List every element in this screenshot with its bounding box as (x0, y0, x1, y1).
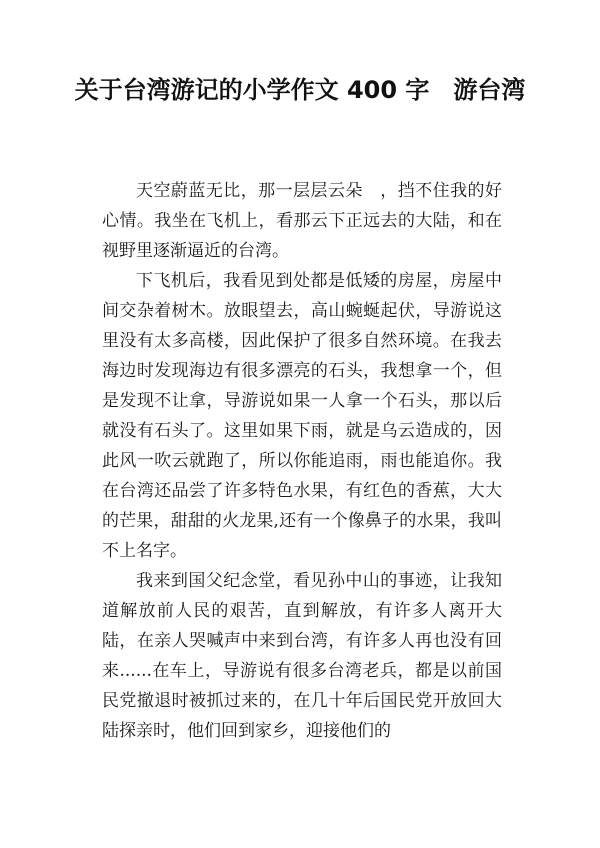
document-body (102, 176, 502, 746)
document-title: 关于台湾游记的小学作文 400 字 游台湾 (74, 76, 526, 104)
paragraph-1: 天空蔚蓝无比，那一层层云朵 ，挡不住我的好心情。我坐在飞机上，看那云下正远去的大陆，和在视野里逐渐逼近的台湾。 (102, 181, 502, 261)
paragraph-2: 下飞机后，我看见到处都是低矮的房屋，房屋中间交杂着树木。放眼望去，高山蜿蜒起伏，导游说这里没有太多高楼，因此保护了很多自然环境。在我去海边时发现海边有很多漂亮的石头，我想拿一个，但是发现不让拿，导游说如果一人拿一个石头，那以后就没有石头了。这里如果下雨，就是乌云造成的，因此风一吹云就跑了，所以你能追雨，雨也能追你。我在台湾还品尝了许多特色水果，有红色的香蕉，大大的芒果，甜甜的火龙果,还有一个像鼻子的水果，我叫不上名字。 (102, 271, 502, 561)
paragraph-3: 我来到国父纪念堂，看见孙中山的事迹，让我知道解放前人民的艰苦，直到解放，有许多人离开大陆，在亲人哭喊声中来到台湾，有许多人再也没有回来......在车上，导游说有很多台湾老兵，都是以前国民党撤退时被抓过来的，在几十年后国民党开放回大陆探亲时，他们回到家乡，迎接他们的 (102, 571, 502, 741)
